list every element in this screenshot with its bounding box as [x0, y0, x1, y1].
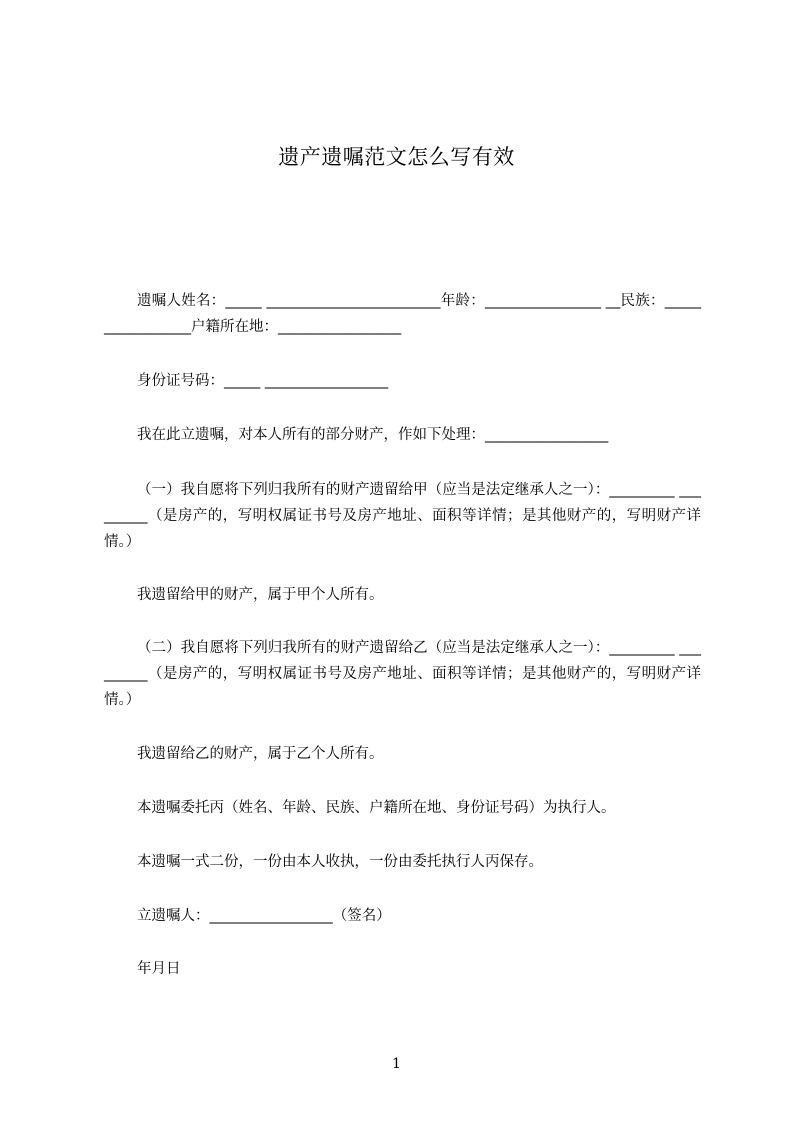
page-number: 1 — [392, 1056, 401, 1072]
ownership-a-paragraph: 我遗留给甲的财产，属于甲个人所有。 — [137, 587, 384, 603]
copies-paragraph: 本遗嘱一式二份，一份由本人收执，一份由委托执行人丙保存。 — [137, 854, 543, 870]
document-title: 遗产遗嘱范文怎么写有效 — [278, 145, 515, 169]
date-paragraph: 年月日 — [137, 961, 181, 977]
ownership-b-paragraph: 我遗留给乙的财产，属于乙个人所有。 — [137, 746, 384, 762]
testator-info-paragraph: 遗嘱人姓名：_____ ________________________年龄：________________ __民族：_________________户籍所在地：_________________ — [104, 293, 701, 335]
signature-paragraph: 立遗嘱人：_________________（签名） — [137, 908, 391, 924]
executor-paragraph: 本遗嘱委托丙（姓名、年龄、民族、户籍所在地、身份证号码）为执行人。 — [137, 800, 616, 816]
bequest-b-paragraph: （二）我自愿将下列归我所有的财产遗留给乙（应当是法定继承人之一）：_________ _________（是房产的，写明权属证书号及房产地址、面积等详情；是其他财产的，写明财产详情。） — [104, 640, 701, 708]
bequest-a-paragraph: （一）我自愿将下列归我所有的财产遗留给甲（应当是法定继承人之一）：_________ _________（是房产的，写明权属证书号及房产地址、面积等详情；是其他财产的，写明财产详情。） — [104, 482, 701, 550]
id-number-paragraph: 身份证号码：_____ _________________ — [137, 373, 389, 389]
will-declaration-paragraph: 我在此立遗嘱，对本人所有的部分财产，作如下处理：_________________ — [137, 427, 609, 443]
